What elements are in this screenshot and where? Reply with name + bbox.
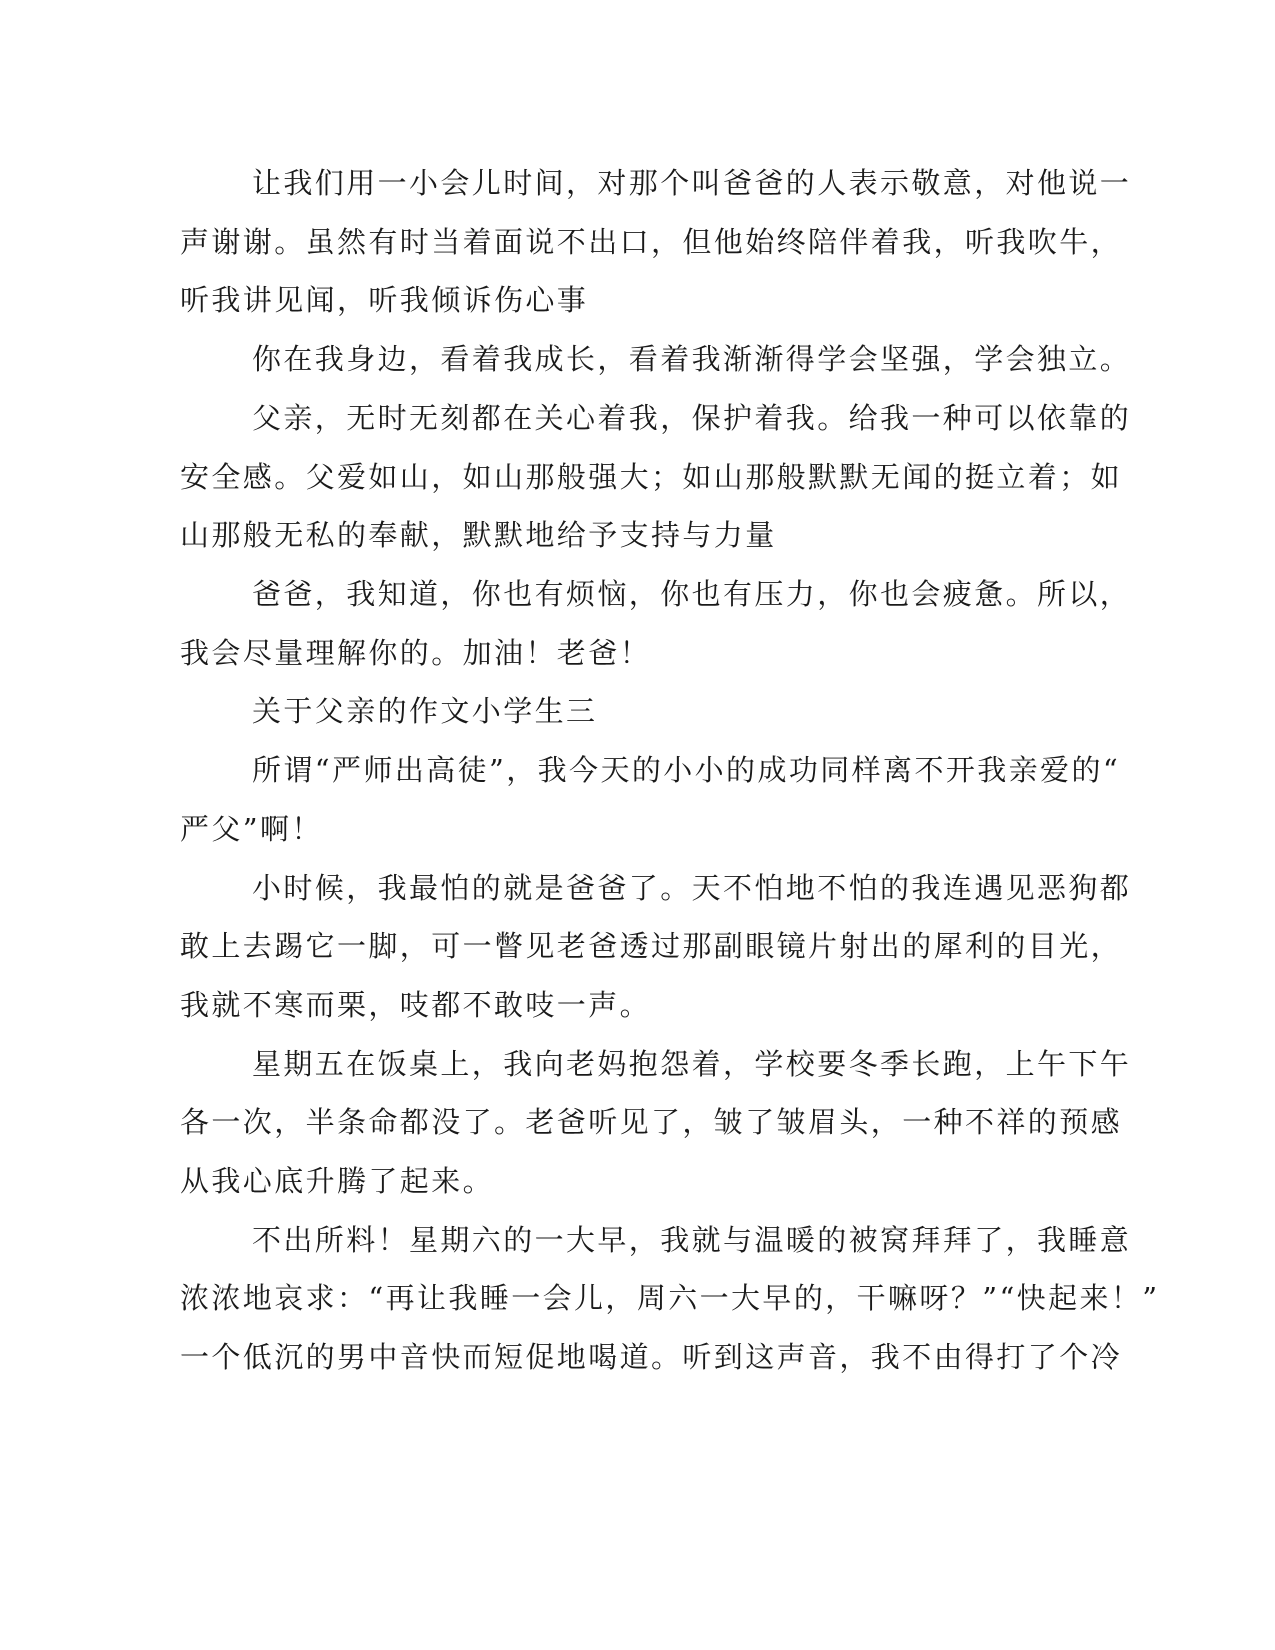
- text-line: 声谢谢。虽然有时当着面说不出口，但他始终陪伴着我，听我吹牛，: [180, 225, 1123, 259]
- text-line: 不出所料！星期六的一大早，我就与温暖的被窝拜拜了，我睡意: [252, 1223, 1132, 1257]
- text-line: 父亲，无时无刻都在关心着我，保护着我。给我一种可以依靠的: [252, 401, 1132, 435]
- text-line: 所谓“严师出高徒”，我今天的小小的成功同样离不开我亲爱的“: [252, 753, 1121, 787]
- text-line: 让我们用一小会儿时间，对那个叫爸爸的人表示敬意，对他说一: [252, 166, 1132, 200]
- text-line: 你在我身边，看着我成长，看着我渐渐得学会坚强，学会独立。: [252, 342, 1132, 376]
- text-line: 从我心底升腾了起来。: [180, 1164, 495, 1198]
- text-line: 星期五在饭桌上，我向老妈抱怨着，学校要冬季长跑，上午下午: [252, 1047, 1132, 1081]
- text-line: 山那般无私的奉献，默默地给予支持与力量: [180, 518, 777, 552]
- text-line: 我会尽量理解你的。加油！老爸！: [180, 636, 652, 670]
- text-line: 严父”啊！: [180, 812, 323, 846]
- text-line: 敢上去踢它一脚，可一瞥见老爸透过那副眼镜片射出的犀利的目光，: [180, 929, 1123, 963]
- text-line: 各一次，半条命都没了。老爸听见了，皱了皱眉头，一种不祥的预感: [180, 1105, 1123, 1139]
- text-line: 一个低沉的男中音快而短促地喝道。听到这声音，我不由得打了个冷: [180, 1340, 1123, 1374]
- text-line: 浓浓地哀求：“再让我睡一会儿，周六一大早的，干嘛呀？”“快起来！”: [180, 1281, 1160, 1315]
- text-line: 安全感。父爱如山，如山那般强大；如山那般默默无闻的挺立着；如: [180, 460, 1123, 494]
- text-line: 爸爸，我知道，你也有烦恼，你也有压力，你也会疲惫。所以，: [252, 577, 1132, 611]
- text-line: 小时候，我最怕的就是爸爸了。天不怕地不怕的我连遇见恶狗都: [252, 871, 1132, 905]
- section-heading: 关于父亲的作文小学生三: [252, 694, 598, 728]
- text-line: 听我讲见闻，听我倾诉伤心事: [180, 283, 589, 317]
- text-line: 我就不寒而栗，吱都不敢吱一声。: [180, 988, 652, 1022]
